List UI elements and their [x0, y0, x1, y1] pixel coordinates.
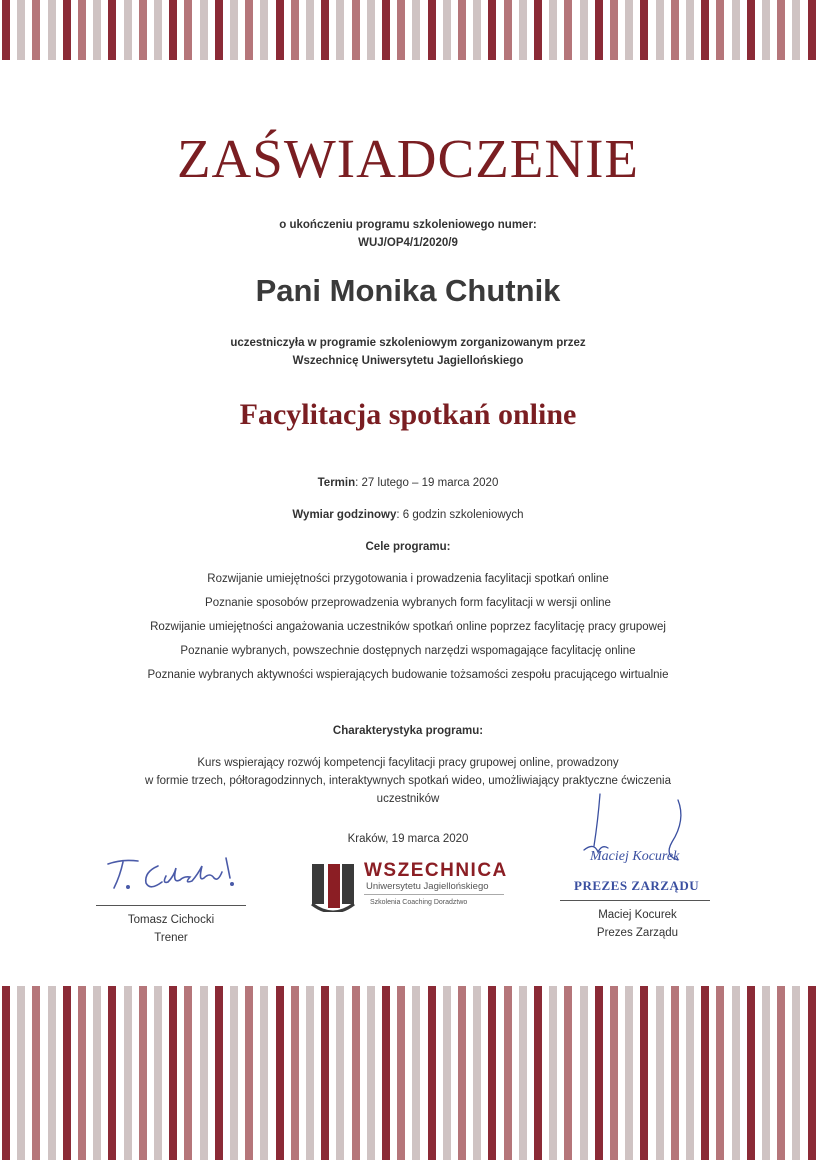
hours-value: : 6 godzin szkoleniowych — [396, 509, 524, 521]
characteristics-line: w formie trzech, półtoragodzinnych, interaktywnych spotkań wideo, umożliwiający praktyczne ćwiczenia — [144, 775, 672, 787]
bottom-stripe-band — [0, 986, 816, 1160]
stripe — [762, 0, 770, 60]
place-date: Kraków, 19 marca 2020 — [347, 833, 469, 845]
stripe — [686, 986, 694, 1160]
stripe — [108, 0, 116, 60]
stripe — [762, 986, 770, 1160]
trainer-signature-line — [96, 905, 246, 906]
stripe — [747, 986, 755, 1160]
stripe — [640, 986, 648, 1160]
stripe — [32, 0, 40, 60]
stripe — [549, 0, 557, 60]
stripe — [63, 0, 71, 60]
goal-item: Poznanie wybranych, powszechnie dostępnych narzędzi wspomagające facylitację online — [180, 645, 636, 657]
stripe — [78, 0, 86, 60]
president-signature — [568, 790, 708, 870]
program-number: WUJ/OP4/1/2020/9 — [358, 237, 458, 249]
stripe — [564, 986, 572, 1160]
stripe — [473, 0, 481, 60]
stripe — [154, 0, 162, 60]
signature-handwriting: Maciej Kocurek — [590, 849, 680, 864]
stripe — [534, 0, 542, 60]
stripe — [245, 986, 253, 1160]
stripe — [336, 0, 344, 60]
stripe — [321, 0, 329, 60]
stripe — [352, 0, 360, 60]
stripe — [139, 986, 147, 1160]
stripe — [777, 986, 785, 1160]
trainer-signature — [100, 850, 245, 900]
stripe — [625, 0, 633, 60]
stripe — [93, 0, 101, 60]
goals-heading: Cele programu: — [365, 541, 451, 553]
stripe — [230, 0, 238, 60]
stripe — [701, 0, 709, 60]
top-stripe-band — [0, 0, 816, 60]
stripe — [276, 986, 284, 1160]
stripe — [2, 986, 10, 1160]
stripe — [595, 986, 603, 1160]
stripe — [549, 986, 557, 1160]
stripe — [458, 0, 466, 60]
term-label: Termin — [317, 477, 356, 489]
trainer-role: Trener — [154, 932, 188, 944]
stripe — [580, 0, 588, 60]
stripe — [656, 0, 664, 60]
stripe — [595, 0, 603, 60]
stripe — [291, 0, 299, 60]
stripe — [2, 0, 10, 60]
stripe — [443, 986, 451, 1160]
stripe — [367, 0, 375, 60]
stripe — [78, 986, 86, 1160]
logo-divider — [364, 894, 504, 895]
stripe — [656, 986, 664, 1160]
stripe — [808, 986, 816, 1160]
stripe — [200, 986, 208, 1160]
term-line — [0, 474, 816, 492]
stripe — [48, 986, 56, 1160]
stripe — [458, 986, 466, 1160]
stripe — [610, 0, 618, 60]
stripe — [488, 986, 496, 1160]
stripe — [732, 0, 740, 60]
stripe — [701, 986, 709, 1160]
stripe — [230, 986, 238, 1160]
stripe — [154, 986, 162, 1160]
stripe — [260, 0, 268, 60]
stripe — [336, 986, 344, 1160]
president-signature-line — [560, 900, 710, 901]
stripe — [443, 0, 451, 60]
characteristics-line: Kurs wspierający rozwój kompetencji facylitacji pracy grupowej online, prowadzony — [197, 757, 619, 769]
participation-text: uczestniczyła w programie szkoleniowym zorganizowanym przez — [230, 337, 586, 349]
stripe — [352, 986, 360, 1160]
certificate-title: ZAŚWIADCZENIE — [176, 128, 640, 189]
stripe — [747, 0, 755, 60]
stripe — [397, 0, 405, 60]
wszechnica-logo — [308, 858, 508, 914]
stripe — [412, 986, 420, 1160]
stripe — [519, 986, 527, 1160]
stripe — [428, 986, 436, 1160]
stripe — [792, 986, 800, 1160]
trainer-name: Tomasz Cichocki — [127, 914, 215, 926]
stripe — [276, 0, 284, 60]
stripe — [245, 0, 253, 60]
stripe — [124, 0, 132, 60]
stripe — [200, 0, 208, 60]
stripe — [777, 0, 785, 60]
term-value: : 27 lutego – 19 marca 2020 — [355, 477, 499, 489]
president-stamp: PREZES ZARZĄDU — [574, 878, 700, 893]
characteristics-line: uczestników — [376, 793, 440, 805]
stripe — [108, 986, 116, 1160]
stripe — [504, 0, 512, 60]
goal-item: Rozwijanie umiejętności przygotowania i prowadzenia facylitacji spotkań online — [207, 573, 609, 585]
stripe — [382, 986, 390, 1160]
stripe — [732, 986, 740, 1160]
stripe — [716, 0, 724, 60]
logo-tagline: Szkolenia Coaching Doradztwo — [370, 899, 468, 906]
stripe — [17, 986, 25, 1160]
stripe — [48, 0, 56, 60]
logo-subtitle: Uniwersytetu Jagiellońskiego — [366, 881, 489, 892]
goal-item: Rozwijanie umiejętności angażowania uczestników spotkań online poprzez facylitację pracy grupowej — [150, 621, 666, 633]
stripe — [625, 986, 633, 1160]
stripe — [17, 0, 25, 60]
stripe — [686, 0, 694, 60]
recipient-name: Pani Monika Chutnik — [255, 273, 561, 308]
organizer-name: Wszechnicę Uniwersytetu Jagiellońskiego — [292, 355, 524, 367]
stripe — [716, 986, 724, 1160]
stripe — [382, 0, 390, 60]
stripe — [124, 986, 132, 1160]
stripe — [306, 986, 314, 1160]
logo-name: WSZECHNICA — [364, 860, 508, 881]
stripe — [63, 986, 71, 1160]
stripe — [808, 0, 816, 60]
stripe — [488, 0, 496, 60]
stripe — [139, 0, 147, 60]
program-number-label: o ukończeniu programu szkoleniowego numer: — [279, 219, 537, 231]
stripe — [291, 986, 299, 1160]
stripe — [93, 986, 101, 1160]
stripe — [169, 986, 177, 1160]
stripe — [169, 0, 177, 60]
stripe — [184, 986, 192, 1160]
president-role: Prezes Zarządu — [596, 927, 679, 939]
president-name: Maciej Kocurek — [598, 909, 677, 921]
stripe — [671, 986, 679, 1160]
stripe — [215, 0, 223, 60]
stripe — [564, 0, 572, 60]
stripe — [412, 0, 420, 60]
goal-item: Poznanie sposobów przeprowadzenia wybranych form facylitacji w wersji online — [205, 597, 611, 609]
stripe — [580, 986, 588, 1160]
goal-item: Poznanie wybranych aktywności wspierających budowanie tożsamości zespołu pracującego wirtualnie — [147, 669, 669, 681]
stripe — [306, 0, 314, 60]
hours-label: Wymiar godzinowy — [292, 509, 397, 521]
hours-line — [0, 506, 816, 524]
stripe — [260, 986, 268, 1160]
stripe — [792, 0, 800, 60]
stripe — [504, 986, 512, 1160]
logo-emblem — [310, 860, 356, 912]
stripe — [473, 986, 481, 1160]
stripe — [428, 0, 436, 60]
stripe — [321, 986, 329, 1160]
goals-list — [0, 567, 816, 687]
stripe — [367, 986, 375, 1160]
characteristics-heading: Charakterystyka programu: — [332, 725, 484, 737]
stripe — [534, 986, 542, 1160]
course-title: Facylitacja spotkań online — [239, 398, 577, 431]
stripe — [184, 0, 192, 60]
stripe — [32, 986, 40, 1160]
stripe — [610, 986, 618, 1160]
stripe — [671, 0, 679, 60]
stripe — [519, 0, 527, 60]
stripe — [215, 986, 223, 1160]
stripe — [640, 0, 648, 60]
stripe — [397, 986, 405, 1160]
